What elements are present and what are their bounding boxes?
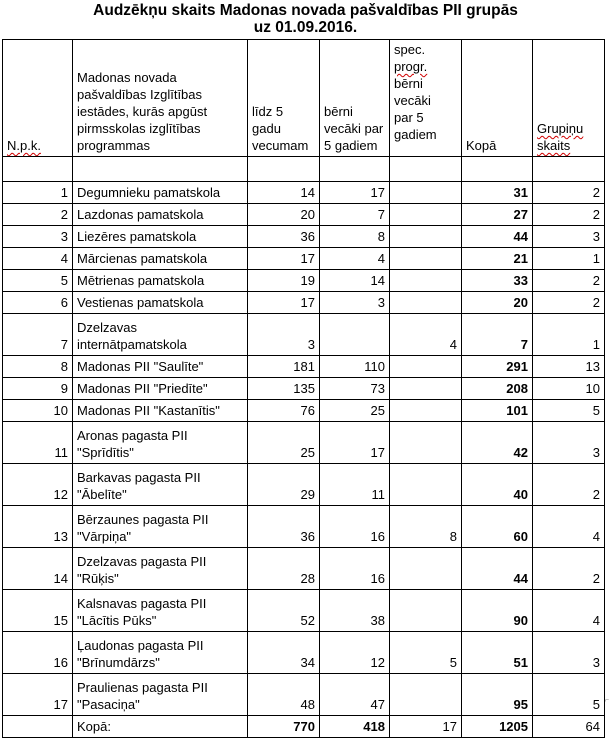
row-number: 10 <box>3 400 73 422</box>
row-special <box>390 674 462 716</box>
row-institution: Vestienas pamatskola <box>73 292 248 314</box>
row-over5: 110 <box>320 356 390 378</box>
row-number: 1 <box>3 182 73 204</box>
totals-npk <box>3 716 73 738</box>
page-corner-mark: ⌐ <box>604 697 609 704</box>
header-institution: Madonas novada pašvaldības Izglītības iestādes, kurās apgūst pirmsskolas izglītības programmas <box>73 40 248 157</box>
row-number: 9 <box>3 378 73 400</box>
row-number: 17 <box>3 674 73 716</box>
table-row <box>3 400 605 422</box>
row-groups: 10 <box>533 378 605 400</box>
row-groups: 5 <box>533 674 605 716</box>
row-over5: 25 <box>320 400 390 422</box>
row-groups: 1 <box>533 314 605 356</box>
row-under5: 17 <box>248 292 320 314</box>
row-institution: Madonas PII "Saulīte" <box>73 356 248 378</box>
table-row <box>3 674 605 716</box>
row-over5: 4 <box>320 248 390 270</box>
row-special <box>390 400 462 422</box>
totals-groups: 64 <box>533 716 605 738</box>
row-groups: 3 <box>533 632 605 674</box>
row-number: 11 <box>3 422 73 464</box>
table-row <box>3 226 605 248</box>
header-row <box>3 40 605 157</box>
row-special <box>390 248 462 270</box>
row-groups: 1 <box>533 248 605 270</box>
row-number: 3 <box>3 226 73 248</box>
row-number: 12 <box>3 464 73 506</box>
row-over5: 11 <box>320 464 390 506</box>
row-under5: 181 <box>248 356 320 378</box>
table-row <box>3 506 605 548</box>
table-row <box>3 464 605 506</box>
row-number: 14 <box>3 548 73 590</box>
row-special <box>390 204 462 226</box>
row-under5: 19 <box>248 270 320 292</box>
table-row <box>3 248 605 270</box>
row-over5: 17 <box>320 422 390 464</box>
row-over5 <box>320 314 390 356</box>
row-over5: 73 <box>320 378 390 400</box>
row-groups: 2 <box>533 204 605 226</box>
row-total: 51 <box>462 632 533 674</box>
totals-label: Kopā: <box>73 716 248 738</box>
row-special <box>390 590 462 632</box>
row-institution: Kalsnavas pagasta PII "Lācītis Pūks" <box>73 590 248 632</box>
row-total: 291 <box>462 356 533 378</box>
row-total: 42 <box>462 422 533 464</box>
row-institution: Aronas pagasta PII "Sprīdītis" <box>73 422 248 464</box>
row-special <box>390 270 462 292</box>
header-npk: N.p.k. <box>3 40 73 157</box>
row-over5: 38 <box>320 590 390 632</box>
table-row <box>3 548 605 590</box>
row-institution: Mētrienas pamatskola <box>73 270 248 292</box>
row-institution: Bērzaunes pagasta PII "Vārpiņa" <box>73 506 248 548</box>
table-row <box>3 356 605 378</box>
row-institution: Dzelzavas internātpamatskola <box>73 314 248 356</box>
row-over5: 16 <box>320 548 390 590</box>
row-institution: Madonas PII "Kastanītis" <box>73 400 248 422</box>
row-over5: 7 <box>320 204 390 226</box>
row-special <box>390 378 462 400</box>
row-total: 60 <box>462 506 533 548</box>
row-under5: 3 <box>248 314 320 356</box>
row-special: 8 <box>390 506 462 548</box>
row-total: 27 <box>462 204 533 226</box>
totals-over5: 418 <box>320 716 390 738</box>
spacer-row <box>3 157 605 182</box>
row-under5: 76 <box>248 400 320 422</box>
title-line-2: uz 01.09.2016. <box>253 19 358 36</box>
row-under5: 29 <box>248 464 320 506</box>
row-under5: 34 <box>248 632 320 674</box>
header-groups: Grupiņu skaits <box>533 40 605 157</box>
row-under5: 28 <box>248 548 320 590</box>
document-title <box>0 2 611 36</box>
row-groups: 4 <box>533 590 605 632</box>
row-total: 208 <box>462 378 533 400</box>
row-total: 90 <box>462 590 533 632</box>
totals-row <box>3 716 605 738</box>
row-groups: 3 <box>533 226 605 248</box>
row-special: 4 <box>390 314 462 356</box>
row-groups: 2 <box>533 292 605 314</box>
row-total: 101 <box>462 400 533 422</box>
totals-total: 1205 <box>462 716 533 738</box>
row-number: 13 <box>3 506 73 548</box>
row-number: 5 <box>3 270 73 292</box>
header-over5: bērni vecāki par 5 gadiem <box>320 40 390 157</box>
row-over5: 12 <box>320 632 390 674</box>
row-institution: Barkavas pagasta PII "Ābelīte" <box>73 464 248 506</box>
row-under5: 14 <box>248 182 320 204</box>
row-number: 4 <box>3 248 73 270</box>
header-total: Kopā <box>462 40 533 157</box>
table-row <box>3 182 605 204</box>
table-row <box>3 314 605 356</box>
row-groups: 2 <box>533 182 605 204</box>
title-line-1: Audzēkņu skaits Madonas novada pašvaldības PII grupās <box>93 2 518 19</box>
row-total: 7 <box>462 314 533 356</box>
row-number: 8 <box>3 356 73 378</box>
row-total: 20 <box>462 292 533 314</box>
table-row <box>3 422 605 464</box>
row-groups: 3 <box>533 422 605 464</box>
row-institution: Praulienas pagasta PII "Pasaciņa" <box>73 674 248 716</box>
row-under5: 17 <box>248 248 320 270</box>
row-under5: 36 <box>248 506 320 548</box>
row-special <box>390 548 462 590</box>
row-special <box>390 226 462 248</box>
row-institution: Dzelzavas pagasta PII "Rūķis" <box>73 548 248 590</box>
row-under5: 25 <box>248 422 320 464</box>
row-total: 44 <box>462 548 533 590</box>
row-special <box>390 356 462 378</box>
table-row <box>3 632 605 674</box>
table-row <box>3 590 605 632</box>
row-institution: Madonas PII "Priedīte" <box>73 378 248 400</box>
row-special <box>390 292 462 314</box>
row-under5: 48 <box>248 674 320 716</box>
row-groups: 4 <box>533 506 605 548</box>
row-over5: 3 <box>320 292 390 314</box>
row-under5: 36 <box>248 226 320 248</box>
row-groups: 2 <box>533 270 605 292</box>
row-total: 31 <box>462 182 533 204</box>
totals-under5: 770 <box>248 716 320 738</box>
row-number: 15 <box>3 590 73 632</box>
row-under5: 52 <box>248 590 320 632</box>
row-number: 2 <box>3 204 73 226</box>
row-groups: 2 <box>533 464 605 506</box>
table-row <box>3 270 605 292</box>
header-under5: līdz 5 gadu vecumam <box>248 40 320 157</box>
row-groups: 13 <box>533 356 605 378</box>
row-over5: 14 <box>320 270 390 292</box>
row-number: 6 <box>3 292 73 314</box>
row-groups: 2 <box>533 548 605 590</box>
row-special: 5 <box>390 632 462 674</box>
row-over5: 17 <box>320 182 390 204</box>
table-row <box>3 292 605 314</box>
totals-special: 17 <box>390 716 462 738</box>
row-institution: Liezēres pamatskola <box>73 226 248 248</box>
row-over5: 8 <box>320 226 390 248</box>
row-total: 95 <box>462 674 533 716</box>
row-total: 21 <box>462 248 533 270</box>
row-number: 7 <box>3 314 73 356</box>
row-total: 44 <box>462 226 533 248</box>
row-under5: 135 <box>248 378 320 400</box>
row-groups: 5 <box>533 400 605 422</box>
row-institution: Lazdonas pamatskola <box>73 204 248 226</box>
row-over5: 16 <box>320 506 390 548</box>
row-special <box>390 422 462 464</box>
row-institution: Ļaudonas pagasta PII "Brīnumdārzs" <box>73 632 248 674</box>
kindergarten-table <box>2 39 605 738</box>
row-under5: 20 <box>248 204 320 226</box>
table-row <box>3 378 605 400</box>
row-total: 40 <box>462 464 533 506</box>
row-special <box>390 182 462 204</box>
row-institution: Mārcienas pamatskola <box>73 248 248 270</box>
row-over5: 47 <box>320 674 390 716</box>
row-total: 33 <box>462 270 533 292</box>
table-row <box>3 204 605 226</box>
row-number: 16 <box>3 632 73 674</box>
row-institution: Degumnieku pamatskola <box>73 182 248 204</box>
header-special: spec. progr. bērni vecāki par 5 gadiem <box>390 40 462 157</box>
row-special <box>390 464 462 506</box>
